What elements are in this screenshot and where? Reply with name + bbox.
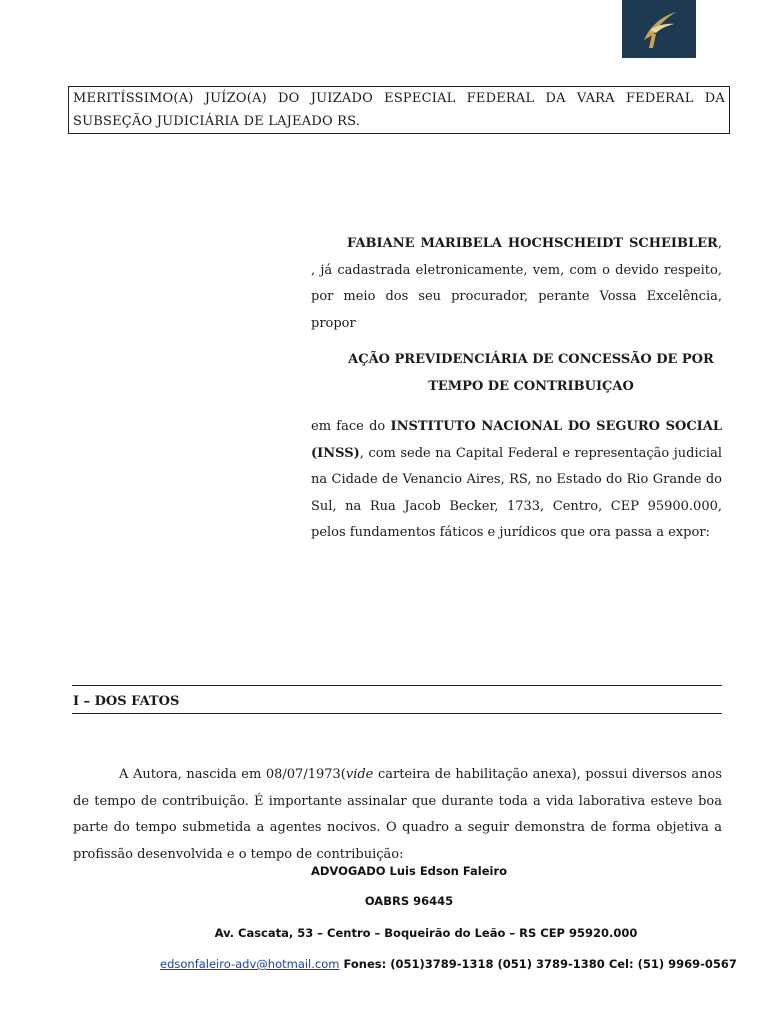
email-link[interactable]: edsonfaleiro-adv@hotmail.com xyxy=(160,957,340,971)
action-title-line2: TEMPO DE CONTRIBUIÇAO xyxy=(428,379,634,394)
facts-text-2: carteira de habilitação anexa), possui diversos anos de tempo de contribuição. É importante assinalar que durante toda a vida laborativa esteve boa parte do tempo submetida a agentes nocivos. O quadro a seguir demonstra de forma objetiva a profissão desenvolvida e o tempo de contribuição: xyxy=(73,767,722,862)
intro-paragraph xyxy=(311,231,722,337)
section-title: I – DOS FATOS xyxy=(73,694,180,709)
footer-phones: Fones: (051)3789-1318 (051) 3789-1380 Cel: (51) 9969-0567 xyxy=(339,957,737,971)
intro-text: , , já cadastrada eletronicamente, vem, com o devido respeito, por meio dos seu procurador, perante Vossa Excelência, propor xyxy=(311,236,722,331)
facts-text-1: A Autora, nascida em 08/07/1973( xyxy=(119,767,346,782)
defendant-text: , com sede na Capital Federal e representação judicial na Cidade de Venancio Aires, RS, no Estado do Rio Grande do Sul, na Rua Jacob Becker, 1733, Centro, CEP 95900.000, pelos fundamentos fáticos e jurídicos que ora passa a expor: xyxy=(311,445,722,540)
court-header: MERITÍSSIMO(A) JUÍZO(A) DO JUIZADO ESPECIAL FEDERAL DA VARA FEDERAL DA SUBSEÇÃO JUDICIÁRIA DE LAJEADO RS. xyxy=(68,86,730,134)
footer-contact xyxy=(160,957,737,971)
action-title xyxy=(311,346,751,400)
section-rule-bottom xyxy=(72,713,722,714)
firm-logo xyxy=(622,0,696,58)
section-rule-top xyxy=(72,685,722,686)
stylized-f-logo-icon xyxy=(622,0,696,58)
action-title-line1: AÇÃO PREVIDENCIÁRIA DE CONCESSÃO DE POR xyxy=(348,352,714,367)
defendant-paragraph xyxy=(311,414,722,547)
footer-lawyer: ADVOGADO Luis Edson Faleiro xyxy=(310,864,508,878)
plaintiff-name: FABIANE MARIBELA HOCHSCHEIDT SCHEIBLER xyxy=(347,236,718,251)
defendant-name: INSTITUTO NACIONAL DO SEGURO SOCIAL (INSS) xyxy=(311,419,722,461)
footer-address: Av. Cascata, 53 – Centro – Boqueirão do Leão – RS CEP 95920.000 xyxy=(214,926,638,940)
footer-oab: OABRS 96445 xyxy=(364,894,454,908)
facts-paragraph xyxy=(73,762,722,868)
defendant-prefix: em face do xyxy=(311,419,391,434)
facts-vide: vide xyxy=(345,767,374,782)
